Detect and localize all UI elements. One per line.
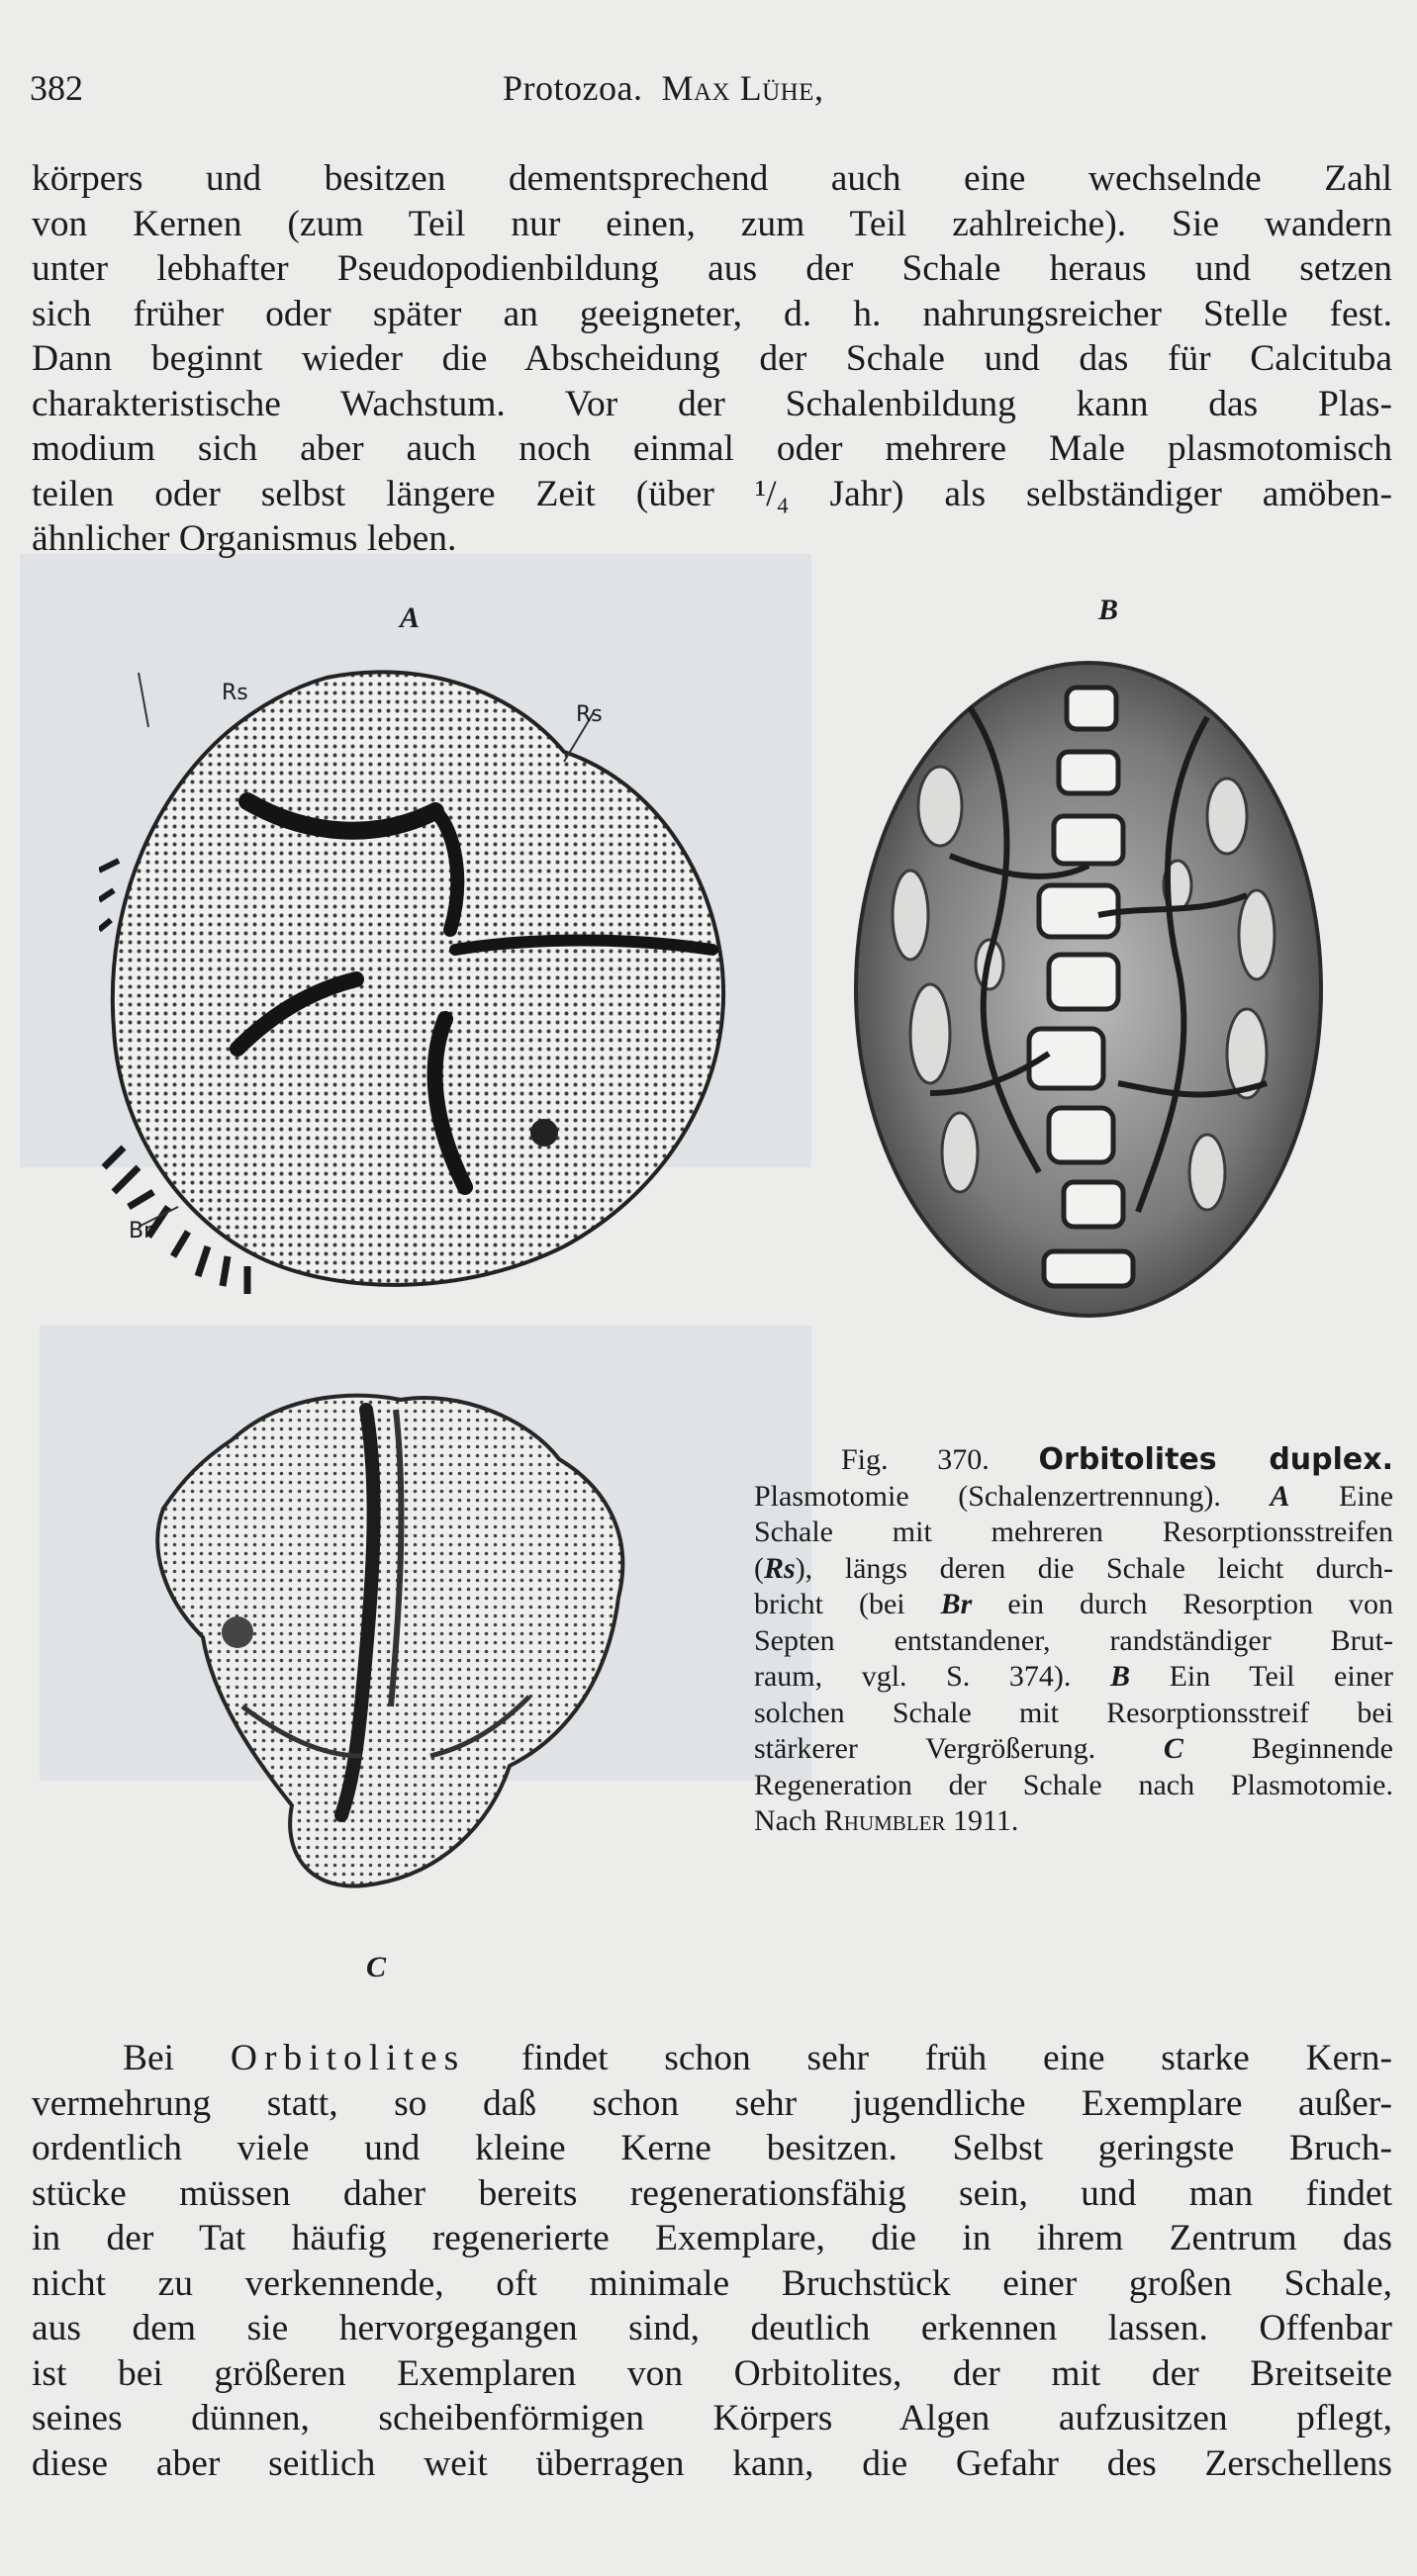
caption-author: Rhumbler xyxy=(823,1804,946,1837)
figure-c-illustration xyxy=(143,1380,628,1934)
caption-text: stärkerer Vergrößerung. xyxy=(754,1732,1096,1765)
caption-fig-number: Fig. 370. xyxy=(841,1443,990,1476)
text-line: körpers und besitzen dementsprechend auch eine wechselnde Zahl xyxy=(32,158,1392,199)
caption-title: Orbitolites duplex. xyxy=(1038,1442,1394,1477)
caption-text: Beginnende xyxy=(1251,1732,1393,1765)
caption-text: Plasmotomie (Schalenzertrennung). xyxy=(754,1479,1221,1513)
caption-text: raum, vgl. S. 374). xyxy=(754,1660,1072,1693)
caption-line xyxy=(754,1479,1393,1516)
caption-line xyxy=(754,1803,1393,1840)
caption-ref-br: Br xyxy=(940,1588,973,1620)
emphasized-term: Orbitolites xyxy=(230,2038,466,2078)
page-header xyxy=(30,67,1387,117)
text-line: stücke müssen daher bereits regenerationsfähig sein, und man findet xyxy=(32,2172,1392,2214)
text-line: sich früher oder später an geeigneter, d. h. nahrungsreicher Stelle fest. xyxy=(32,293,1392,334)
caption-text: Ein Teil einer xyxy=(1169,1660,1394,1693)
running-title-author: Max Lühe, xyxy=(661,68,824,108)
running-title xyxy=(503,67,823,109)
bottom-paragraph xyxy=(32,2036,1392,2486)
caption-text: bricht (bei xyxy=(754,1588,905,1620)
caption-line: Septen entstandener, randständiger Brut- xyxy=(754,1623,1393,1657)
caption-line xyxy=(754,1442,1393,1479)
figure-label-b: B xyxy=(1098,594,1119,626)
text-line: aus dem sie hervorgegangen sind, deutlich erkennen lassen. Offenbar xyxy=(32,2308,1392,2348)
figure-a-illustration xyxy=(99,653,742,1306)
figure-label-a: A xyxy=(400,601,421,634)
text-line: in der Tat häufig regenerierte Exemplare, die in ihrem Zentrum das xyxy=(32,2218,1392,2258)
text-line: von Kernen (zum Teil nur einen, zum Teil zahlreiche). Sie wandern xyxy=(32,203,1392,244)
caption-text: ), längs deren die Schale leicht durch- xyxy=(795,1551,1393,1585)
top-paragraph xyxy=(32,156,1392,562)
text-line: unter lebhafter Pseudopodienbildung aus der Schale heraus und setzen xyxy=(32,248,1392,289)
text-line: charakteristische Wachstum. Vor der Schalenbildung kann das Plas- xyxy=(32,383,1392,424)
figure-label-c: C xyxy=(366,1951,387,1983)
caption-line xyxy=(754,1731,1393,1768)
caption-line: solchen Schale mit Resorptionsstreif bei xyxy=(754,1696,1393,1729)
caption-ref-rs: Rs xyxy=(764,1551,796,1585)
text-line: teilen oder selbst längere Zeit (über ¹/₄ Jahr) als selbständiger amöben- xyxy=(32,473,1392,514)
caption-line xyxy=(754,1659,1393,1696)
text-line: modium sich aber auch noch einmal oder mehrere Male plasmotomisch xyxy=(32,428,1392,469)
text-line: diese aber seitlich weit überragen kann, die Gefahr des Zerschellens xyxy=(32,2442,1392,2484)
text-line xyxy=(32,2036,1392,2081)
caption-text: Eine xyxy=(1339,1479,1394,1513)
marker-rs-left: Rs xyxy=(222,681,248,705)
text-line: vermehrung statt, so daß schon sehr jugendliche Exemplare außer- xyxy=(32,2082,1392,2124)
text-line: seines dünnen, scheibenförmigen Körpers Algen aufzusitzen pflegt, xyxy=(32,2398,1392,2438)
text-line: ähnlicher Organismus leben. xyxy=(32,518,457,559)
caption-line: (Rs), längs deren die Schale leicht durch- xyxy=(754,1551,1393,1585)
caption-line: Regeneration der Schale nach Plasmotomie. xyxy=(754,1768,1393,1801)
text-line: nicht zu verkennende, oft minimale Bruchstück einer großen Schale, xyxy=(32,2262,1392,2304)
text-line: ordentlich viele und kleine Kerne besitzen. Selbst geringste Bruch- xyxy=(32,2128,1392,2168)
caption-line: Schale mit mehreren Resorptionsstreifen xyxy=(754,1516,1393,1548)
text-line: Dann beginnt wieder die Abscheidung der Schale und das für Calcituba xyxy=(32,338,1392,379)
caption-ref-b: B xyxy=(1109,1660,1130,1693)
caption-ref-c: C xyxy=(1163,1732,1183,1765)
page-number: 382 xyxy=(30,68,83,108)
caption-line xyxy=(754,1587,1393,1623)
text-word: findet schon sehr früh eine starke Kern- xyxy=(521,2038,1393,2078)
figure-b-illustration xyxy=(851,658,1326,1321)
text-word: Bei xyxy=(123,2038,175,2078)
figure-caption xyxy=(754,1442,1393,1840)
text-line: ist bei größeren Exemplaren von Orbitolites, der mit der Breitseite xyxy=(32,2352,1392,2394)
running-title-prefix: Protozoa. xyxy=(503,68,643,108)
caption-text: 1911. xyxy=(952,1804,1019,1837)
marker-rs-right: Rs xyxy=(576,702,603,727)
caption-ref-a: A xyxy=(1270,1479,1290,1513)
caption-text: ein durch Resorption von xyxy=(1007,1588,1394,1620)
marker-br: Br xyxy=(129,1219,153,1243)
caption-text: Nach xyxy=(754,1804,817,1837)
